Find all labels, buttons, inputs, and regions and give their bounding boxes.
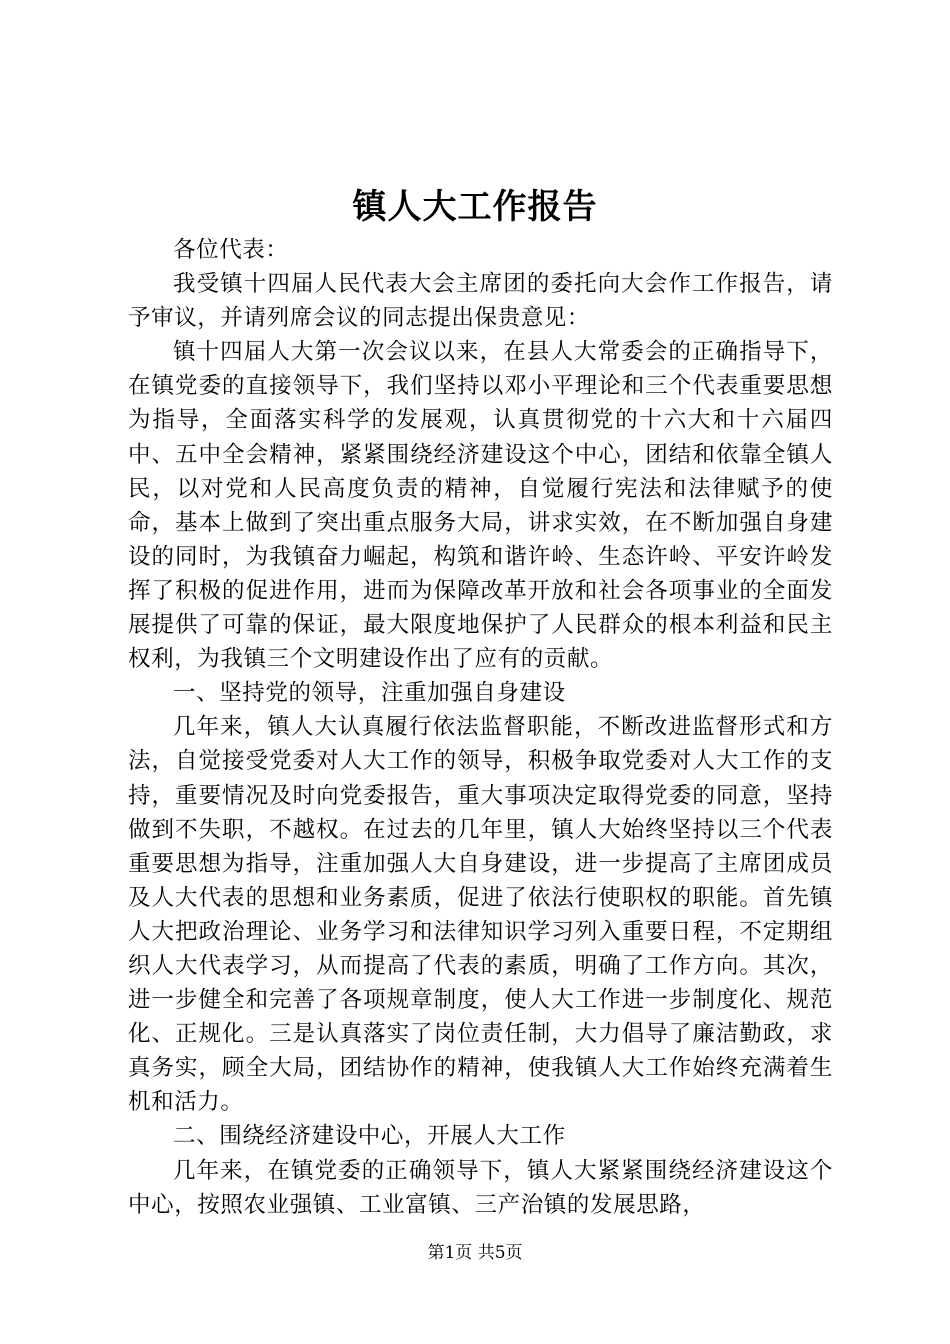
section-1-paragraph: 几年来，镇人大认真履行依法监督职能，不断改进监督形式和方法，自觉接受党委对人大工作的领导，积极争取党委对人大工作的支持，重要情况及时向党委报告，重大事项决定取得党委的同意，坚持做到不失职，不越权。在过去的几年里，镇人大始终坚持以三个代表重要思想为指导，注重加强人大自身建设，进一步提高了主席团成员及人大代表的思想和业务素质，促进了依法行使职权的职能。首先镇人大把政治理论、业务学习和法律知识学习列入重要日程，不定期组织人大代表学习，从而提高了代表的素质，明确了工作方向。其次，进一步健全和完善了各项规章制度，使人大工作进一步制度化、规范化、正规化。三是认真落实了岗位责任制，大力倡导了廉洁勤政，求真务实，顾全大局，团结协作的精神，使我镇人大工作始终充满着生机和活力。 xyxy=(128,714,833,1116)
page-footer: 第1页 共5页 xyxy=(427,1243,523,1263)
summary-paragraph: 镇十四届人大第一次会议以来，在县人大常委会的正确指导下，在镇党委的直接领导下，我们坚持以邓小平理论和三个代表重要思想为指导，全面落实科学的发展观，认真贯彻党的十六大和十六届四中、五中全会精神，紧紧围绕经济建设这个中心，团结和依靠全镇人民，以对党和人民高度负责的精神，自觉履行宪法和法律赋予的使命，基本上做到了突出重点服务大局，讲求实效，在不断加强自身建设的同时，为我镇奋力崛起，构筑和谐许岭、生态许岭、平安许岭发挥了积极的促进作用，进而为保障改革开放和社会各项事业的全面发展提供了可靠的保证，最大限度地保护了人民群众的根本利益和民主权利，为我镇三个文明建设作出了应有的贡献。 xyxy=(128,339,833,673)
section-2-paragraph: 几年来，在镇党委的正确领导下，镇人大紧紧围绕经济建设这个中心，按照农业强镇、工业富镇、三产治镇的发展思路， xyxy=(128,1157,833,1218)
intro-paragraph: 我受镇十四届人民代表大会主席团的委托向大会作工作报告，请予审议，并请列席会议的同志提出保贵意见： xyxy=(128,271,833,332)
section-heading-2: 二、围绕经济建设中心，开展人大工作 xyxy=(173,1123,566,1150)
salutation: 各位代表： xyxy=(173,237,289,263)
section-heading-1: 一、坚持党的领导，注重加强自身建设 xyxy=(173,680,566,707)
document-title: 镇人大工作报告 xyxy=(352,187,598,227)
document-body xyxy=(128,233,833,1222)
